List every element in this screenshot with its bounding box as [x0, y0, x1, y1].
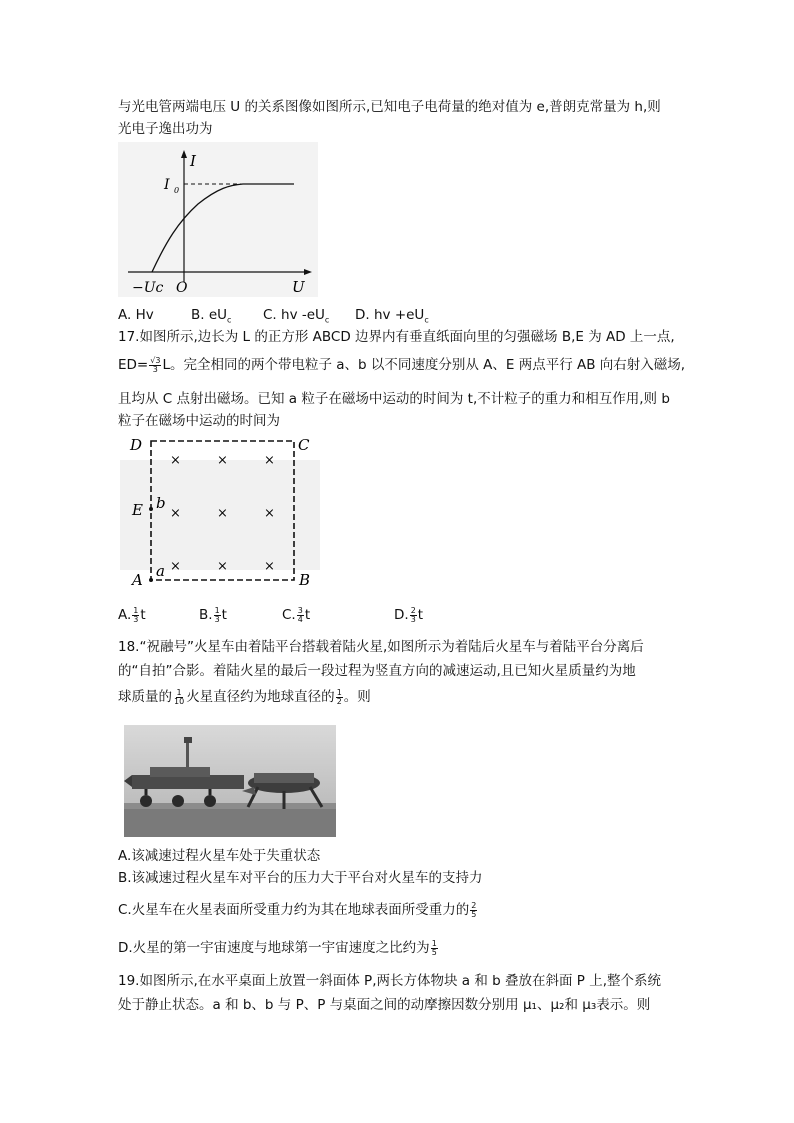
q16-option-b: B. $eU_c$ — [191, 307, 232, 325]
q17-text-line4: 粒子在磁场中运动的时间为 — [118, 413, 280, 429]
point-e-label: E — [132, 501, 143, 519]
field-cross: × — [264, 453, 275, 468]
q19-text-line1: 19.如图所示,在水平桌面上放置一斜面体 P,两长方体物块 a 和 b 叠放在斜面 P 上,整个系统 — [118, 973, 662, 989]
vertex-b-label: B — [299, 571, 311, 589]
q18-option-c: C.火星车在火星表面所受重力约为其在地球表面所受重力的 $\frac{2}{5}$ — [118, 900, 477, 919]
q17-option-d: D. $\frac{2}{3}$ t — [394, 605, 424, 624]
field-cross: × — [217, 506, 228, 521]
zhurong-rover-selfie-photo — [124, 725, 336, 837]
field-cross: × — [264, 559, 275, 574]
q18-option-b: B.该减速过程火星车对平台的压力大于平台对火星车的支持力 — [118, 870, 483, 886]
vertex-c-label: C — [298, 436, 310, 454]
field-cross: × — [217, 453, 228, 468]
q16-option-c: C. hv $-eU_c$ — [263, 307, 330, 325]
field-cross: × — [264, 506, 275, 521]
y-axis-label: I — [190, 152, 196, 170]
q16-option-a: A. Hv — [118, 307, 154, 323]
field-cross: × — [170, 453, 181, 468]
q17-text-line2: ED= $\frac{√3}{3}$ L。完全相同的两个带电粒子 a、b 以不同速度分别从 A、E 两点平行 AB 向右射入磁场, — [118, 355, 686, 374]
q19-text-line2: 处于静止状态。a 和 b、b 与 P、P 与桌面之间的动摩擦因数分别用 μ₁、μ₂和 μ₃表示。则 — [118, 997, 651, 1013]
q17-text-line1: 17.如图所示,边长为 L 的正方形 ABCD 边界内有垂直纸面向里的匀强磁场 B,E 为 AD 上一点, — [118, 329, 675, 345]
particle-a-label: a — [156, 562, 165, 580]
q16-text-line2: 光电子逸出功为 — [118, 121, 213, 137]
q18-text-line3: 球质量的 $\frac{1}{10}$ 火星直径约为地球直径的 $\frac{1}{2}$ 。则 — [118, 687, 371, 706]
q18-option-d: D.火星的第一宇宙速度与地球第一宇宙速度之比约为 $\frac{1}{5}$ — [118, 938, 437, 957]
particle-b-label: b — [156, 494, 166, 512]
q18-text-line2: 的“自拍”合影。着陆火星的最后一段过程为竖直方向的减速运动,且已知火星质量约为地 — [118, 663, 636, 679]
q17-option-c: C. $\frac{3}{4}$ t — [282, 605, 311, 624]
q16-option-d: D. hv $+eU_c$ — [355, 307, 429, 325]
x-axis-label: U — [292, 278, 305, 296]
i0-label: I — [164, 177, 170, 193]
q17-option-b: B. $\frac{1}{3}$ t — [199, 605, 227, 624]
i0-subscript: 0 — [174, 186, 180, 195]
photoelectric-iu-graph — [118, 142, 318, 297]
field-cross: × — [170, 559, 181, 574]
origin-label: O — [176, 280, 188, 296]
q18-option-a: A.该减速过程火星车处于失重状态 — [118, 848, 321, 864]
q18-text-line1: 18.“祝融号”火星车由着陆平台搭载着陆火星,如图所示为着陆后火星车与着陆平台分离后 — [118, 639, 644, 655]
q17-text-line3: 且均从 C 点射出磁场。已知 a 粒子在磁场中运动的时间为 t,不计粒子的重力和相互作用,则 b — [118, 391, 670, 407]
vertex-a-label: A — [132, 571, 143, 589]
field-cross: × — [217, 559, 228, 574]
q17-option-a: A. $\frac{1}{3}$ t — [118, 605, 146, 624]
q16-text-line1: 与光电管两端电压 U 的关系图像如图所示,已知电子电荷量的绝对值为 e,普朗克常量为 h,则 — [118, 99, 661, 115]
magnetic-field-square-figure — [118, 430, 328, 590]
field-cross: × — [170, 506, 181, 521]
vertex-d-label: D — [130, 436, 143, 454]
neg-uc-label: −Uc — [132, 280, 164, 296]
